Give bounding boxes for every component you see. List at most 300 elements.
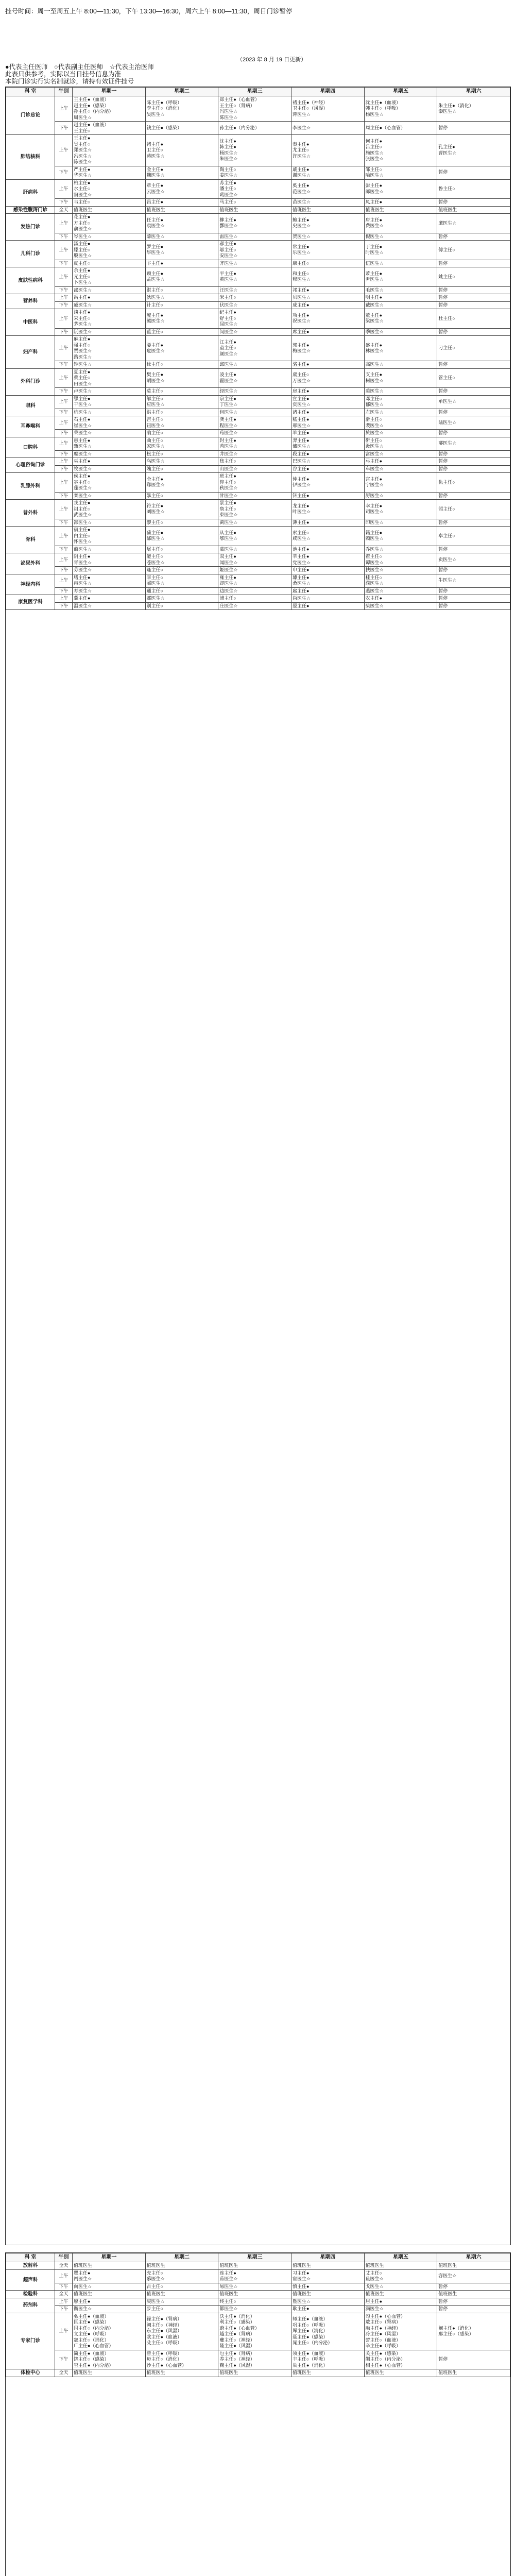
doctor-schedule-cell: 师主任●（血液） 巩主任○（呼吸） 厍主任●（消化） 聂主任●（感染） 晁主任○（内分泌） xyxy=(291,2313,364,2350)
doctor-schedule-cell: 汪医生☆ xyxy=(218,286,291,294)
doctor-schedule-cell: 沈主任●（血液） 韩主任○（呼吸） 杨医生☆ xyxy=(364,96,437,122)
doctor-schedule-cell: 成主任● xyxy=(291,301,364,309)
column-header: 星期五 xyxy=(364,88,437,96)
doctor-schedule-cell: 值班医生 xyxy=(364,2262,437,2270)
table-row xyxy=(6,395,510,409)
doctor-schedule-cell: 余主任● 元主任○ 卜医生☆ xyxy=(73,267,146,287)
doctor-schedule-cell: 惠主任● 甄医生☆ xyxy=(73,437,146,450)
doctor-schedule-cell: 于主任● 时医生☆ xyxy=(364,241,437,260)
doctor-schedule-cell: 印医生☆ xyxy=(364,519,437,527)
doctor-schedule-cell: 暨医生☆ xyxy=(291,2298,364,2306)
session-label: 下午 xyxy=(55,587,73,595)
doctor-schedule-cell: 郜医生☆ xyxy=(73,519,146,527)
doctor-schedule-cell: 江主任● 童主任○ 颜医生☆ xyxy=(218,336,291,361)
doctor-schedule-cell: 马主任○ xyxy=(218,199,291,207)
doctor-schedule-cell: 韦主任○ xyxy=(73,199,146,207)
column-header: 星期一 xyxy=(73,88,146,96)
table-row xyxy=(6,458,510,466)
doctor-schedule-cell: 臧医生☆ xyxy=(73,301,146,309)
session-label: 上午 xyxy=(55,368,73,388)
doctor-schedule-cell: 艾主任○ 鱼医生☆ xyxy=(364,2269,437,2283)
table-row xyxy=(6,500,510,519)
doctor-schedule-cell: 岑医生☆ xyxy=(73,233,146,241)
doctor-schedule-cell: 值班医生 xyxy=(218,2262,291,2270)
session-label: 下午 xyxy=(55,430,73,437)
doctor-schedule-cell: 浦主任○ xyxy=(218,595,291,603)
doctor-schedule-cell: 厉医生☆ xyxy=(364,492,437,500)
session-label: 上午 xyxy=(55,2313,73,2350)
doctor-schedule-cell: 松主任○ xyxy=(145,450,218,458)
table-row xyxy=(6,301,510,309)
doctor-schedule-cell: 燕医生☆ xyxy=(364,587,437,595)
doctor-schedule-cell: 贝医生☆ xyxy=(291,294,364,302)
doctor-schedule-cell: 秦主任● 尤主任○ 许医生☆ xyxy=(291,135,364,166)
doctor-schedule-cell: 隗主任○ xyxy=(145,465,218,473)
session-label: 上午 xyxy=(55,2298,73,2306)
column-header: 星期二 xyxy=(145,88,218,96)
doctor-schedule-cell: 沈主任● 韩主任● 杨医生☆ 朱医生☆ xyxy=(218,135,291,166)
table-row xyxy=(6,2350,510,2369)
doctor-schedule-cell: 慎主任● xyxy=(291,2283,364,2291)
doctor-schedule-cell: 值班医生 xyxy=(218,2291,291,2298)
table-row xyxy=(6,2269,510,2283)
session-label: 上午 xyxy=(55,527,73,546)
doctor-schedule-cell: 石主任● 崔医生☆ xyxy=(73,416,146,430)
session-label: 下午 xyxy=(55,567,73,574)
session-label: 下午 xyxy=(55,465,73,473)
doctor-schedule-cell: 劳医生☆ xyxy=(73,567,146,574)
doctor-schedule-cell: 封主任● 芮医生☆ xyxy=(218,437,291,450)
doctor-schedule-cell: 暂停 xyxy=(437,587,510,595)
doctor-schedule-cell: 管主任○ xyxy=(437,368,510,388)
doctor-schedule-cell: 符主任● 刘医生☆ xyxy=(145,500,218,519)
doctor-schedule-cell: 禄主任●（肾病） 阙主任○（神经） 东主任●（风湿） 欧主任●（血液） 殳主任○（呼吸） xyxy=(145,2313,218,2350)
doctor-schedule-cell: 夏主任● 蔡主任○ 田医生☆ xyxy=(73,368,146,388)
doctor-schedule-cell: 孔主任● 曹医生☆ xyxy=(437,135,510,166)
doctor-schedule-cell: 单医生☆ xyxy=(437,395,510,409)
doctor-schedule-cell: 盛主任● 林医生☆ xyxy=(364,336,437,361)
doctor-schedule-cell: 暂停 xyxy=(437,388,510,396)
session-label: 下午 xyxy=(55,602,73,610)
doctor-schedule-cell: 戴医生☆ xyxy=(364,301,437,309)
doctor-schedule-cell: 伏医生☆ xyxy=(218,301,291,309)
doctor-schedule-cell: 暂停 xyxy=(437,122,510,135)
doctor-schedule-cell: 汤主任● 滕主任○ 殷医生☆ xyxy=(73,241,146,260)
doctor-schedule-cell: 宫主任● 宁医生☆ xyxy=(364,473,437,493)
doctor-schedule-cell: 邱医生☆ xyxy=(218,361,291,369)
table-row xyxy=(6,409,510,416)
doctor-schedule-cell: 郑主任●（心血管） 王主任○（肾病） 冯医生☆ 陈医生☆ xyxy=(218,96,291,122)
doctor-schedule-cell: 桂主任○ 濮医生☆ xyxy=(364,574,437,587)
table-row xyxy=(6,336,510,361)
doctor-schedule-cell: 赵主任●（血液） 王主任○ xyxy=(73,122,146,135)
department-name: 外科门诊 xyxy=(6,368,55,395)
doctor-schedule-cell: 巴医生☆ xyxy=(291,458,364,466)
doctor-schedule-cell: 褚主任● 卫主任○ 蒋医生☆ xyxy=(145,135,218,166)
doctor-schedule-cell: 索主任○ 咸医生☆ xyxy=(291,527,364,546)
doctor-schedule-cell: 皮主任○ xyxy=(73,260,146,267)
doctor-schedule-cell: 郝主任● 邬主任○ 安医生☆ xyxy=(218,241,291,260)
doctor-schedule-cell: 值班医生 xyxy=(437,206,510,214)
doctor-schedule-cell: 堵主任● 冉医生☆ xyxy=(73,574,146,587)
doctor-schedule-cell: 羿主任● 储医生☆ xyxy=(291,437,364,450)
table-row xyxy=(6,361,510,369)
table-row xyxy=(6,2262,510,2270)
doctor-schedule-cell: 纪主任● 舒主任○ 屈医生☆ xyxy=(218,309,291,329)
doctor-schedule-cell: 衡医生☆ xyxy=(73,2306,146,2313)
doctor-schedule-cell: 韶主任○ xyxy=(437,500,510,519)
doctor-schedule-cell: 耿主任● xyxy=(291,2306,364,2313)
doctor-schedule-cell: 值班医生 xyxy=(437,2369,510,2377)
table-row xyxy=(6,416,510,430)
session-label: 下午 xyxy=(55,286,73,294)
department-name: 药剂科 xyxy=(6,2298,55,2313)
doctor-schedule-cell: 靳主任○ 汲医生☆ xyxy=(364,437,437,450)
doctor-schedule-cell: 焦主任○ xyxy=(218,458,291,466)
doctor-schedule-cell: 柴医生☆ xyxy=(364,602,437,610)
doctor-schedule-cell: 毛医生☆ xyxy=(364,286,437,294)
doctor-schedule-cell: 从主任● 鄂医生☆ xyxy=(218,527,291,546)
doctor-schedule-cell: 龚主任● 程医生☆ xyxy=(218,416,291,430)
doctor-schedule-cell: 暂停 xyxy=(437,2350,510,2369)
doctor-schedule-cell: 计主任○ xyxy=(145,301,218,309)
table-row xyxy=(6,122,510,135)
department-name: 泌尿外科 xyxy=(6,553,55,574)
doctor-schedule-cell: 狄医生☆ xyxy=(145,294,218,302)
doctor-schedule-cell: 卢医生☆ xyxy=(73,388,146,396)
table-row xyxy=(6,179,510,199)
doctor-schedule-cell: 羊主任● xyxy=(291,430,364,437)
doctor-schedule-cell: 勾主任●（心血管） 敖主任○（肾病） 融主任●（神经） 冷主任●（风湿） 訾主任○（血液） 辛主任●（呼吸） xyxy=(364,2313,437,2350)
doctor-schedule-cell: 昌主任● xyxy=(145,199,218,207)
doctor-schedule-cell: 暂停 xyxy=(437,199,510,207)
doctor-schedule-cell: 吉主任○ 钮医生☆ xyxy=(145,416,218,430)
table-row xyxy=(6,2291,510,2298)
session-label: 上午 xyxy=(55,500,73,519)
department-name: 乳腺外科 xyxy=(6,473,55,500)
department-name: 营养科 xyxy=(6,294,55,309)
department-name: 感染性腹泻门诊 xyxy=(6,206,55,214)
doctor-schedule-cell: 宰主任○ 郦医生☆ xyxy=(145,574,218,587)
session-label: 上午 xyxy=(55,214,73,233)
doctor-schedule-cell: 暂停 xyxy=(437,567,510,574)
doctor-schedule-cell: 蔺医生☆ xyxy=(73,546,146,553)
session-label: 全天 xyxy=(55,2291,73,2298)
doctor-schedule-cell: 薄主任● xyxy=(291,519,364,527)
table-row xyxy=(6,309,510,329)
department-name: 康复医学科 xyxy=(6,595,55,610)
session-label: 上午 xyxy=(55,553,73,567)
session-label: 下午 xyxy=(55,260,73,267)
session-label: 全天 xyxy=(55,2369,73,2377)
column-header: 午别 xyxy=(55,88,73,96)
doctor-schedule-cell: 缪主任● 干医生☆ xyxy=(73,395,146,409)
doctor-schedule-cell: 暂停 xyxy=(437,492,510,500)
doctor-schedule-cell: 值班医生 xyxy=(73,2369,146,2377)
department-name: 皮肤性病科 xyxy=(6,267,55,294)
doctor-schedule-cell: 娄主任● 危医生☆ xyxy=(145,336,218,361)
schedule-table xyxy=(6,87,510,610)
table-row xyxy=(6,553,510,567)
doctor-schedule-cell: 戚主任● 谢医生☆ xyxy=(291,166,364,179)
doctor-schedule-cell: 诸主任● xyxy=(291,409,364,416)
doctor-schedule-cell: 齐医生☆ xyxy=(218,260,291,267)
department-name: 骨科 xyxy=(6,527,55,553)
doctor-schedule-cell: 郏医生☆ xyxy=(145,595,218,603)
doctor-schedule-cell: 雷医生☆ xyxy=(218,233,291,241)
doctor-schedule-cell: 滑主任○ 裴医生☆ xyxy=(364,416,437,430)
doctor-schedule-cell: 仲主任● 伊医生☆ xyxy=(291,473,364,493)
session-label: 上午 xyxy=(55,267,73,287)
table-row xyxy=(6,206,510,214)
table-row xyxy=(6,286,510,294)
doctor-schedule-cell: 宿主任● 白主任○ 怀医生☆ xyxy=(73,527,146,546)
doctor-schedule-cell: 阴主任● 胥医生☆ xyxy=(73,553,146,567)
doctor-schedule-cell: 陈主任●（呼吸） 李主任○（消化） 吴医生☆ xyxy=(145,96,218,122)
table-row xyxy=(6,388,510,396)
doctor-schedule-cell: 宣主任● 贲医生☆ xyxy=(291,395,364,409)
doctor-schedule-cell: 刁主任○ xyxy=(437,336,510,361)
doctor-schedule-cell: 嵇主任● 邢医生☆ xyxy=(291,416,364,430)
doctor-schedule-cell: 暂停 xyxy=(437,260,510,267)
table-row xyxy=(6,587,510,595)
doctor-schedule-cell: 庞主任● 熊医生☆ xyxy=(145,309,218,329)
doctor-schedule-cell: 蒙医生☆ xyxy=(218,546,291,553)
doctor-schedule-cell: 翟主任○ 谭医生☆ xyxy=(364,553,437,567)
doctor-schedule-cell: 虞主任○ 万医生☆ xyxy=(291,368,364,388)
doctor-schedule-cell: 鲁主任○ xyxy=(437,179,510,199)
doctor-schedule-cell: 牧医生☆ xyxy=(73,465,146,473)
table-row xyxy=(6,437,510,450)
doctor-schedule-cell: 姚主任○ xyxy=(437,267,510,287)
session-label: 下午 xyxy=(55,199,73,207)
doctor-schedule-cell: 平主任● 黄医生☆ xyxy=(218,267,291,287)
doctor-schedule-cell: 伍医生☆ xyxy=(364,260,437,267)
table-row xyxy=(6,430,510,437)
doctor-schedule-cell: 甘医生☆ xyxy=(218,492,291,500)
session-label: 上午 xyxy=(55,395,73,409)
doctor-schedule-cell: 罗主任● 毕医生☆ xyxy=(145,241,218,260)
table-row xyxy=(6,2298,510,2306)
doctor-schedule-cell: 满医生☆ xyxy=(364,2306,437,2313)
table-row xyxy=(6,473,510,493)
department-name: 儿科门诊 xyxy=(6,241,55,267)
doctor-schedule-cell: 仇主任○ xyxy=(437,473,510,493)
doctor-schedule-cell: 和主任○ 穆医生☆ xyxy=(291,267,364,287)
doctor-schedule-cell: 章主任● 云医生☆ xyxy=(145,179,218,199)
doctor-schedule-cell: 都医生☆ xyxy=(218,2306,291,2313)
doctor-schedule-cell: 景主任● 詹主任○ 束医生☆ xyxy=(218,500,291,519)
doctor-schedule-cell: 邹主任○ 喻医生☆ xyxy=(364,166,437,179)
doctor-schedule-cell: 蒲主任● 邰医生☆ xyxy=(145,527,218,546)
session-label: 下午 xyxy=(55,328,73,336)
doctor-schedule-cell: 高医生☆ xyxy=(364,361,437,369)
doctor-schedule-cell: 瞿主任● 阎医生☆ xyxy=(73,2269,146,2283)
session-label: 上午 xyxy=(55,336,73,361)
doctor-schedule-cell: 暂停 xyxy=(437,166,510,179)
doctor-schedule-cell: 侯主任● 宓主任○ 蓬医生☆ xyxy=(73,473,146,493)
doctor-schedule-cell: 阚主任●（消化） 那主任○（感染） xyxy=(437,2313,510,2350)
doctor-schedule-cell: 籍主任● 赖医生☆ xyxy=(364,527,437,546)
department-name: 中医科 xyxy=(6,309,55,336)
doctor-schedule-cell: 暂停 xyxy=(437,546,510,553)
column-header: 星期三 xyxy=(218,88,291,96)
doctor-schedule-cell: 段主任● xyxy=(291,450,364,458)
doctor-schedule-cell: 王主任● 吴主任○ 郑医生☆ 冯医生☆ 陈医生☆ xyxy=(73,135,146,166)
doctor-schedule-cell: 弓主任● xyxy=(364,458,437,466)
doctor-schedule-cell: 解主任○ 应医生☆ xyxy=(145,395,218,409)
doctor-schedule-cell: 暂停 xyxy=(437,465,510,473)
doctor-schedule-cell: 习主任● 宦医生☆ xyxy=(291,2269,364,2283)
doctor-schedule-cell: 乔医生☆ xyxy=(364,546,437,553)
department-name: 检验科 xyxy=(6,2291,55,2298)
doctor-schedule-cell: 明主任● xyxy=(364,294,437,302)
doctor-schedule-cell: 任主任● 袁医生☆ xyxy=(145,214,218,233)
doctor-schedule-cell: 值班医生 xyxy=(291,2369,364,2377)
session-label: 下午 xyxy=(55,233,73,241)
session-label: 上午 xyxy=(55,437,73,450)
doctor-schedule-cell: 杜主任○ xyxy=(437,309,510,329)
department-name: 肝病科 xyxy=(6,179,55,206)
doctor-schedule-cell: 简主任●（血液） 饶主任○（感染） 空主任●（内分泌） xyxy=(73,2350,146,2369)
doctor-schedule-cell: 雍主任● 却医生☆ xyxy=(218,574,291,587)
session-label: 上午 xyxy=(55,574,73,587)
doctor-schedule-cell: 裘医生☆ xyxy=(364,388,437,396)
doctor-schedule-cell: 值班医生 xyxy=(364,206,437,214)
session-label: 下午 xyxy=(55,519,73,527)
doctor-schedule-cell: 钱主任●（感染） xyxy=(145,122,218,135)
doctor-schedule-cell: 龙主任● 叶医生☆ xyxy=(291,500,364,519)
doctor-schedule-cell: 能主任○ 苍医生☆ xyxy=(145,553,218,567)
doctor-schedule-cell: 井医生☆ xyxy=(218,450,291,458)
doctor-schedule-cell: 别主任○ xyxy=(145,602,218,610)
doctor-schedule-cell: 暂停 xyxy=(437,450,510,458)
doctor-schedule-cell: 暴主任○ xyxy=(145,492,218,500)
column-header: 科 室 xyxy=(6,88,55,96)
doctor-schedule-cell: 幸主任● 司医生☆ xyxy=(364,500,437,519)
doctor-schedule-cell: 沃主任●（消化） 利主任○（感染） 蔚主任●（心血管） 越主任●（肾病） 夔主任○（神经） 隆主任●（风湿） xyxy=(218,2313,291,2350)
doctor-schedule-cell: 值班医生 xyxy=(291,2262,364,2270)
doctor-schedule-cell: 暂停 xyxy=(437,286,510,294)
column-header: 午别 xyxy=(55,2253,73,2262)
doctor-schedule-cell: 傅主任○ xyxy=(437,241,510,260)
doctor-schedule-cell: 徐主任○ xyxy=(145,361,218,369)
doctor-schedule-cell: 弘主任●（血液） 匡主任●（感染） 国主任○（内分泌） 文主任●（呼吸） 寇主任○（消化） 广主任●（心血管） xyxy=(73,2313,146,2350)
doctor-schedule-cell: 暂停 xyxy=(437,233,510,241)
doctor-schedule-cell: 暂停 xyxy=(437,458,510,466)
doctor-schedule-cell: 值班医生 xyxy=(218,206,291,214)
table-row xyxy=(6,574,510,587)
doctor-schedule-cell: 值班医生 xyxy=(73,2291,146,2298)
doctor-schedule-cell: 庄医生☆ xyxy=(218,602,291,610)
table-row xyxy=(6,2283,510,2291)
doctor-schedule-cell: 糜医生☆ xyxy=(73,450,146,458)
doctor-schedule-cell: 车医生☆ xyxy=(364,465,437,473)
session-label: 上午 xyxy=(55,309,73,329)
doctor-schedule-cell: 栾医生☆ xyxy=(73,492,146,500)
table-row xyxy=(6,260,510,267)
doctor-schedule-cell: 农主任● xyxy=(364,595,437,603)
table-row xyxy=(6,595,510,603)
doctor-schedule-cell: 周主任●（心血管） xyxy=(364,122,437,135)
doctor-schedule-cell: 莫主任○ xyxy=(145,388,218,396)
doctor-schedule-cell: 值班医生 xyxy=(145,2262,218,2270)
table-row xyxy=(6,527,510,546)
table-row xyxy=(6,294,510,302)
doctor-schedule-cell: 暂停 xyxy=(437,595,510,603)
doctor-schedule-cell: 康主任○ xyxy=(291,260,364,267)
department-name: 普外科 xyxy=(6,500,55,527)
doctor-schedule-cell: 陆医生☆ xyxy=(437,416,510,430)
doctor-schedule-cell: 柳主任● 酆医生☆ xyxy=(218,214,291,233)
doctor-schedule-cell: 谷主任● xyxy=(291,465,364,473)
doctor-schedule-cell: 薛医生☆ xyxy=(145,233,218,241)
department-name: 肺结核科 xyxy=(6,135,55,180)
doctor-schedule-cell: 值班医生 xyxy=(218,2369,291,2377)
legend-title-icons: ●代表主任医师 ○代表副主任医师 ☆代表主治医师 xyxy=(5,63,154,71)
doctor-schedule-cell: 蓝主任○ xyxy=(145,328,218,336)
session-label: 上午 xyxy=(55,241,73,260)
table-row xyxy=(6,519,510,527)
doctor-schedule-cell: 乌医生☆ xyxy=(145,458,218,466)
doctor-schedule-cell: 苗医生☆ xyxy=(291,199,364,207)
column-header: 星期五 xyxy=(364,2253,437,2262)
schedule-table-part-1 xyxy=(5,87,511,2245)
doctor-schedule-cell: 值班医生 xyxy=(437,2262,510,2270)
doctor-schedule-cell: 席主任● xyxy=(291,328,364,336)
doctor-schedule-cell: 莘主任● 党医生☆ xyxy=(291,553,364,567)
legend-realname: 本院门诊实行实名制就诊，请持有效证件挂号 xyxy=(5,78,134,85)
table-row xyxy=(6,267,510,287)
table-row xyxy=(6,199,510,207)
doctor-schedule-cell: 屠主任○ xyxy=(145,546,218,553)
session-label: 上午 xyxy=(55,416,73,430)
column-header: 星期四 xyxy=(291,2253,364,2262)
doctor-schedule-cell: 牛医生☆ xyxy=(437,574,510,587)
session-label: 上午 xyxy=(55,2269,73,2283)
doctor-schedule-cell: 晏主任● xyxy=(291,602,364,610)
doctor-schedule-cell: 钭主任● xyxy=(291,492,364,500)
doctor-schedule-cell: 全主任● 郗医生☆ xyxy=(145,473,218,493)
department-name: 放射科 xyxy=(6,2262,55,2270)
doctor-schedule-cell: 奚主任● 范医生☆ xyxy=(291,179,364,199)
doctor-schedule-cell: 暂停 xyxy=(437,602,510,610)
doctor-schedule-cell: 凤主任● xyxy=(364,199,437,207)
doctor-schedule-cell: 暂停 xyxy=(437,328,510,336)
doctor-schedule-cell: 古主任○ xyxy=(145,2283,218,2291)
doctor-schedule-cell: 朱主任●（消化） 秦医生☆ xyxy=(437,96,510,122)
column-header: 星期一 xyxy=(73,2253,146,2262)
doctor-schedule-cell: 倪医生☆ xyxy=(364,233,437,241)
doctor-schedule-cell: 双主任● 闻医生☆ xyxy=(218,553,291,567)
table-row xyxy=(6,546,510,553)
doctor-schedule-cell: 庾医生☆ xyxy=(145,2298,218,2306)
doctor-schedule-cell: 荣医生☆ xyxy=(73,430,146,437)
doctor-schedule-cell: 樊主任● 胡医生☆ xyxy=(145,368,218,388)
doctor-schedule-cell: 暂停 xyxy=(437,361,510,369)
session-label: 下午 xyxy=(55,2350,73,2369)
doctor-schedule-cell: 卓主任○ xyxy=(437,527,510,546)
doctor-schedule-cell: 陶主任○ 姜医生☆ xyxy=(218,166,291,179)
doctor-schedule-cell: 边医生☆ xyxy=(218,587,291,595)
doctor-schedule-cell: 终主任○ xyxy=(218,2298,291,2306)
doctor-schedule-cell: 米主任○ xyxy=(218,294,291,302)
doctor-schedule-cell: 湛主任○ xyxy=(145,286,218,294)
update-date: （2023 年 8 月 19 日更新） xyxy=(237,57,307,63)
column-header: 星期四 xyxy=(291,88,364,96)
department-name: 耳鼻喉科 xyxy=(6,416,55,437)
doctor-schedule-cell: 宗主任● 丁医生☆ xyxy=(218,395,291,409)
